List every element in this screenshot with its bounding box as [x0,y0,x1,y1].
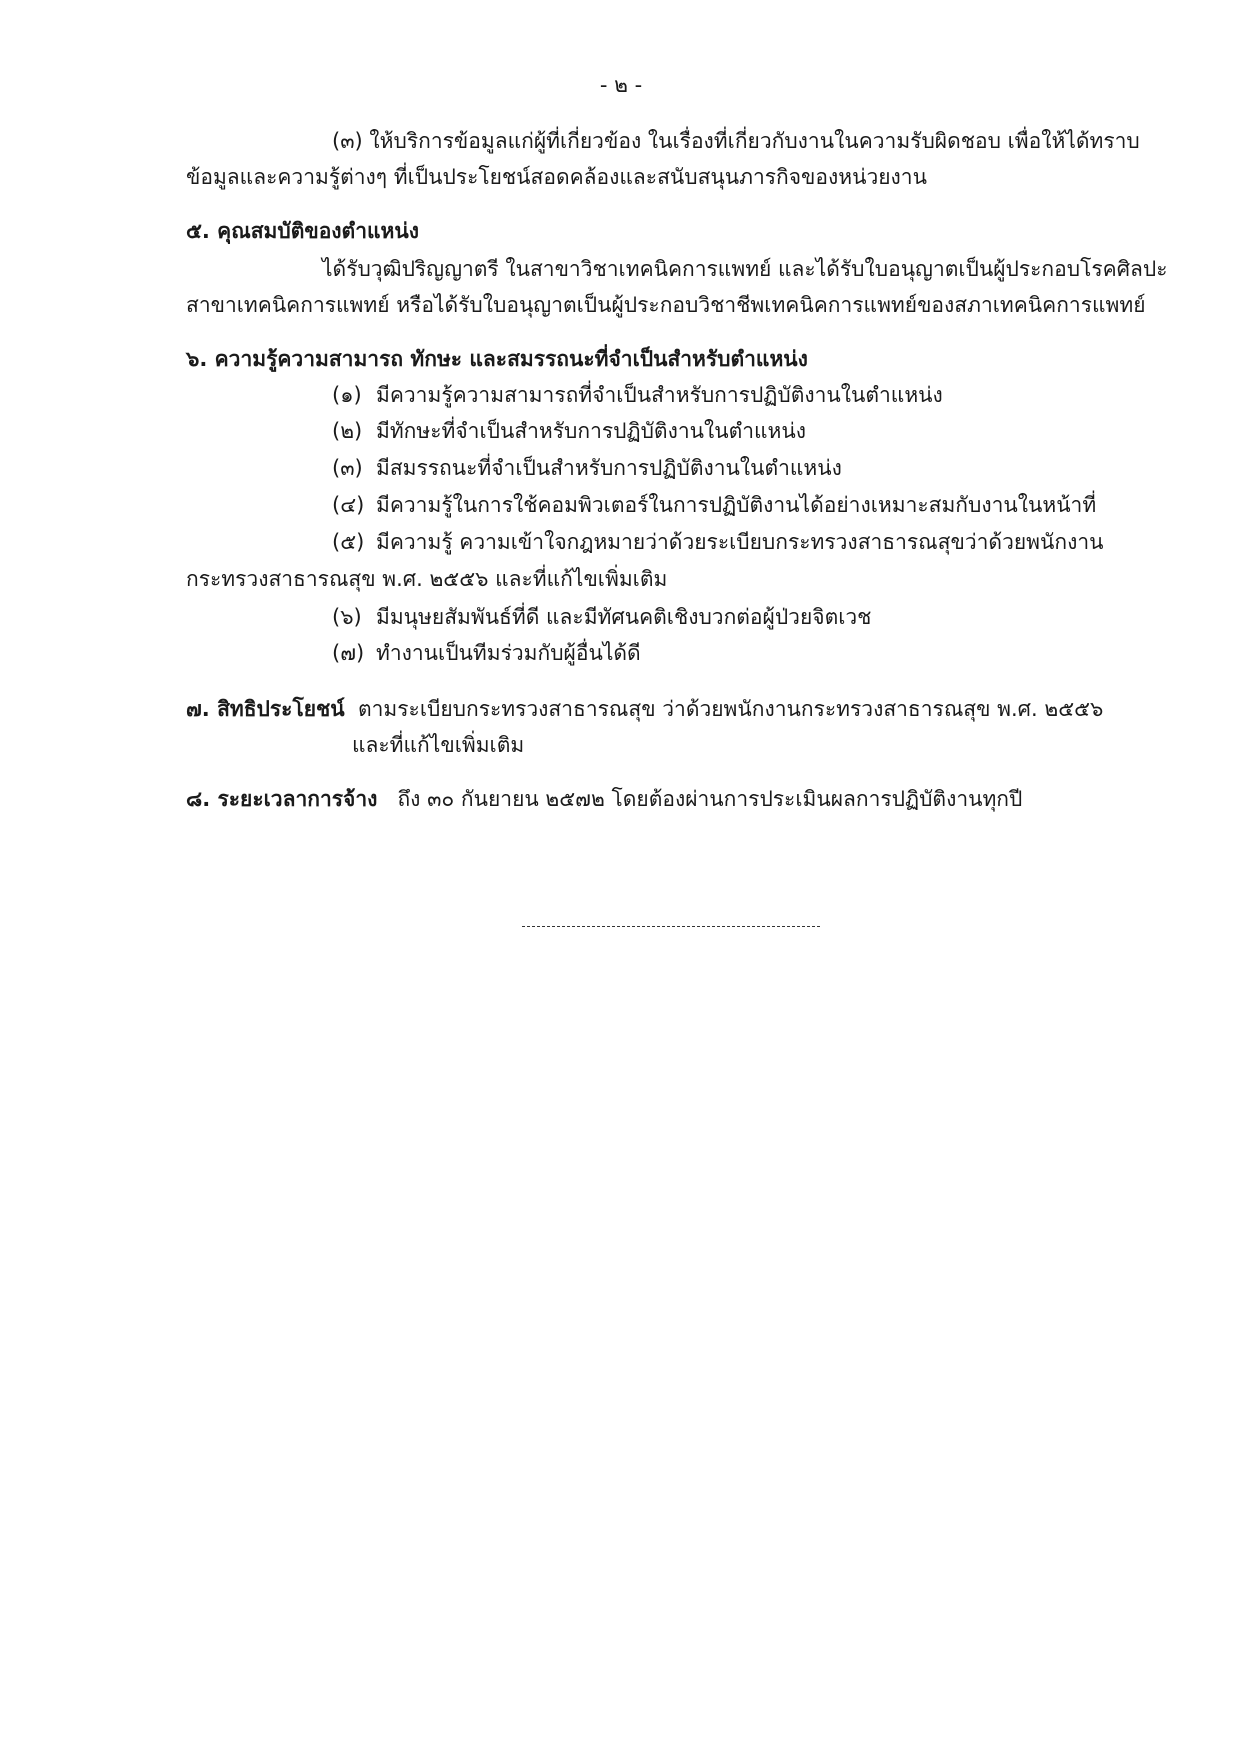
list-item-number: (๔) [332,493,365,517]
list-item-text: มีสมรรถนะที่จำเป็นสำหรับการปฏิบัติงานในตำแหน่ง [376,456,842,480]
section-7-line-2: และที่แก้ไขเพิ่มเติม [352,733,525,757]
list-item-number: (๕) [332,530,365,554]
section-6-heading: ๖. ความรู้ความสามารถ ทักษะ และสมรรถนะที่จำเป็นสำหรับตำแหน่ง [186,347,808,371]
list-item-number: (๒) [332,419,363,443]
section-7-heading: ๗. สิทธิประโยชน์ [186,697,345,721]
end-divider [522,926,820,927]
page-number: - ๒ - [599,73,643,97]
list-item [332,602,871,632]
list-item-number: (๖) [332,605,362,629]
list-item-number: (๑) [332,383,362,407]
section-7-line-1: ตามระเบียบกระทรวงสาธารณสุข ว่าด้วยพนักงานกระทรวงสาธารณสุข พ.ศ. ๒๕๕๖ [358,697,1104,721]
section-7 [186,694,1103,724]
section-5-line-1: ได้รับวุฒิปริญญาตรี ในสาขาวิชาเทคนิคการแพทย์ และได้รับใบอนุญาตเป็นผู้ประกอบโรคศิลปะ [322,257,1168,281]
continued-item-line-1: (๓) ให้บริการข้อมูลแก่ผู้ที่เกี่ยวข้อง ในเรื่องที่เกี่ยวกับงานในความรับผิดชอบ เพื่อให้ได้ทราบ [332,129,1140,153]
list-item-text: ทำงานเป็นทีมร่วมกับผู้อื่นได้ดี [376,641,641,665]
list-item-text: มีทักษะที่จำเป็นสำหรับการปฏิบัติงานในตำแหน่ง [376,419,806,443]
section-5-line-2: สาขาเทคนิคการแพทย์ หรือได้รับใบอนุญาตเป็นผู้ประกอบวิชาชีพเทคนิคการแพทย์ของสภาเทคนิคการแพทย์ [186,293,1146,317]
list-item-text: มีความรู้ความสามารถที่จำเป็นสำหรับการปฏิบัติงานในตำแหน่ง [376,383,943,407]
list-item-number: (๗) [332,641,365,665]
list-item [332,416,806,446]
list-item [332,380,943,410]
list-item-continuation: กระทรวงสาธารณสุข พ.ศ. ๒๕๕๖ และที่แก้ไขเพิ่มเติม [186,567,668,591]
list-item-number: (๓) [332,456,363,480]
list-item-text: มีความรู้ในการใช้คอมพิวเตอร์ในการปฏิบัติงานได้อย่างเหมาะสมกับงานในหน้าที่ [376,493,1097,517]
list-item [332,490,1096,520]
list-item-text: มีความรู้ ความเข้าใจกฎหมายว่าด้วยระเบียบกระทรวงสาธารณสุขว่าด้วยพนักงาน [376,530,1104,554]
continued-item-line-2: ข้อมูลและความรู้ต่างๆ ที่เป็นประโยชน์สอดคล้องและสนับสนุนภารกิจของหน่วยงาน [186,165,927,189]
section-8 [186,784,1022,814]
list-item-text: มีมนุษยสัมพันธ์ที่ดี และมีทัศนคติเชิงบวกต่อผู้ป่วยจิตเวช [376,605,872,629]
list-item [332,527,1103,557]
section-8-heading: ๘. ระยะเวลาการจ้าง [186,787,378,811]
list-item [332,453,842,483]
section-5-heading: ๕. คุณสมบัติของตำแหน่ง [186,219,419,243]
list-item [332,638,641,668]
section-8-text: ถึง ๓๐ กันยายน ๒๕๗๒ โดยต้องผ่านการประเมินผลการปฏิบัติงานทุกปี [397,787,1023,811]
